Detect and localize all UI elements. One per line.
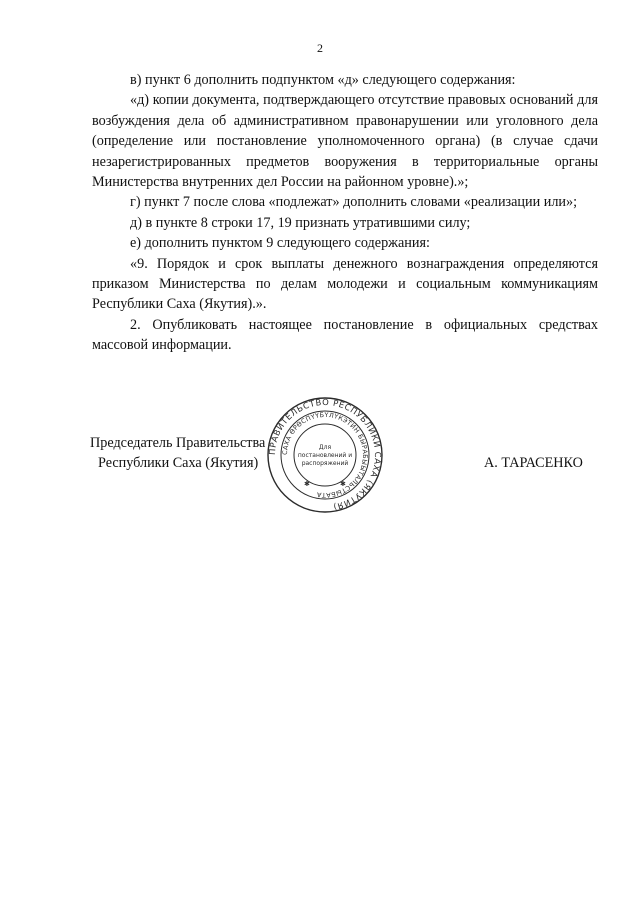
- paragraph: «д) копии документа, подтверждающего отсутствие правовых оснований для возбуждения дела об административном правонарушении или уголовного дела (определение или постановление уполномоченного органа) (в случае сдачи незарегистрированных предметов вооружения в территориальные органы Министерства внутренних дел России на районном уровне).»;: [92, 92, 598, 191]
- seal-center-text: постановлений и: [297, 452, 353, 459]
- paragraph: 2. Опубликовать настоящее постановление в официальных средствах массовой информации.: [92, 316, 598, 354]
- signatory-title: [90, 433, 265, 474]
- official-seal: [266, 396, 384, 514]
- seal-center-text: Для: [318, 444, 332, 451]
- document-body: [92, 70, 598, 356]
- paragraph: в) пункт 6 дополнить подпунктом «д» следующего содержания:: [130, 72, 516, 88]
- paragraph: г) пункт 7 после слова «подлежат» дополнить словами «реализации или»;: [130, 194, 578, 211]
- signatory-title-line: Республики Саха (Якутия): [98, 455, 259, 472]
- paragraph: д) в пункте 8 строки 17, 19 признать утратившими силу;: [130, 214, 471, 231]
- signatory-name: А. ТАРАСЕНКО: [484, 455, 583, 471]
- paragraph: «9. Порядок и срок выплаты денежного вознаграждения определяются приказом Министерства по делам молодежи и социальным коммуникациям Республики Саха (Якутия).».: [92, 255, 598, 313]
- page-number: 2: [317, 41, 323, 55]
- seal-outer-text: ПРАВИТЕЛЬСТВО РЕСПУБЛИКИ САХА (ЯКУТИЯ): [266, 396, 384, 513]
- seal-star-icon: ✱: [340, 480, 346, 488]
- seal-inner-text: САХА ӨРӨСПҮҮБҮЛҮКЭТИН БЫРАБЫЫТАЛЬСТЫБАТА: [280, 410, 370, 500]
- signatory-title-line: Председатель Правительства: [90, 435, 266, 451]
- seal-star-icon: ✱: [304, 480, 310, 488]
- seal-center-text: распоряжений: [301, 460, 349, 467]
- paragraph: е) дополнить пунктом 9 следующего содержания:: [130, 235, 430, 252]
